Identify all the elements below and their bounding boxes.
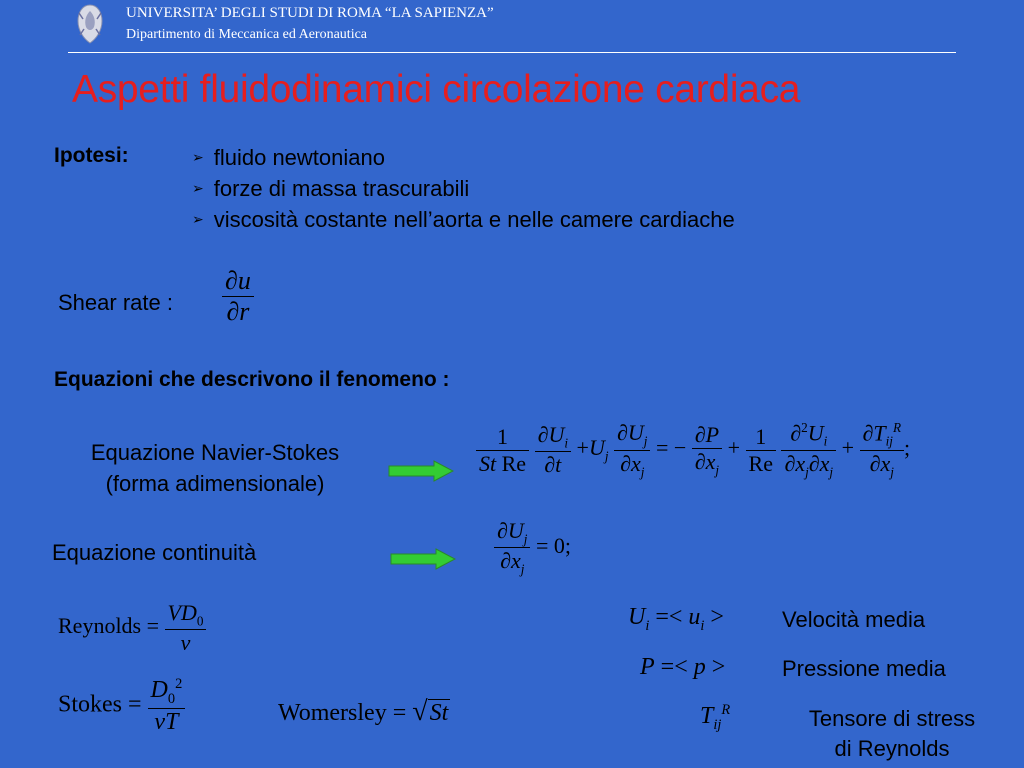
mean-velocity-symbol: $U_i =< u_i$ > (628, 604, 724, 634)
mean-velocity-label: Velocità media (782, 607, 926, 632)
header-divider (68, 52, 956, 53)
university-name: UNIVERSITA’ DEGLI STUDI DI ROMA “LA SAPIENZA” (126, 5, 494, 21)
list-item: ➢ fluido newtoniano (192, 142, 735, 173)
shear-rate-formula: $\frac{\partial u}{\partial r}$ (222, 266, 254, 327)
right-arrow-icon (390, 548, 456, 570)
stokes-formula: Stokes = $\frac{D_0^2}{\nu T}$ (58, 676, 185, 736)
mean-pressure-label: Pressione media (782, 656, 946, 681)
hypotheses-label: Ipotesi: (54, 144, 129, 167)
reynolds-formula: Reynolds = $\frac{VD_0}{\nu}$ (58, 600, 206, 656)
navier-stokes-formula: $\frac{1}{\text{St Re}}$ $\frac{\partial U_i}{\partial t}$ $+U_j$ $\frac{\partial U_j}{\partial x_j}$ = − $\frac{\partial P}{\partial x_j}$ + $\frac{1}{Re}$ $\frac{\partial^2U_i}{\partial x_j\partial x_j}$ + $\frac{\partial T_{ij}^R}{\partial x_j}$ ; (476, 420, 910, 480)
list-item: ➢ viscosità costante nell’aorta e nelle camere cardiache (192, 204, 735, 235)
navier-stokes-label: Equazione Navier-Stokes (forma adimensionale) (90, 440, 340, 496)
list-item: ➢ forze di massa trascurabili (192, 173, 735, 204)
university-logo (74, 3, 106, 45)
mean-pressure-symbol: P =< p > (640, 654, 726, 680)
reynolds-stress-symbol: $T_{ij}^R$ (700, 702, 731, 733)
bullet-arrow-icon: ➢ (192, 149, 204, 165)
right-arrow-icon (388, 460, 454, 482)
slide-title: Aspetti fluidodinamici circolazione cardiaca (72, 68, 801, 111)
continuity-label: Equazione continuità (52, 540, 257, 565)
department-name: Dipartimento di Meccanica ed Aeronautica (126, 27, 368, 42)
continuity-formula: $\frac{\partial U_j}{\partial x_j}$ = 0; (494, 518, 571, 578)
hypotheses-list (192, 142, 735, 235)
shear-rate-label: Shear rate : (58, 290, 173, 315)
reynolds-stress-label: Tensore di stress di Reynolds (808, 706, 976, 761)
bullet-arrow-icon: ➢ (192, 180, 204, 196)
equations-heading: Equazioni che descrivono il fenomeno : (54, 368, 450, 391)
bullet-arrow-icon: ➢ (192, 211, 204, 227)
sapienza-seal-icon (74, 3, 106, 45)
womersley-formula: Womersley = √St (278, 696, 449, 727)
